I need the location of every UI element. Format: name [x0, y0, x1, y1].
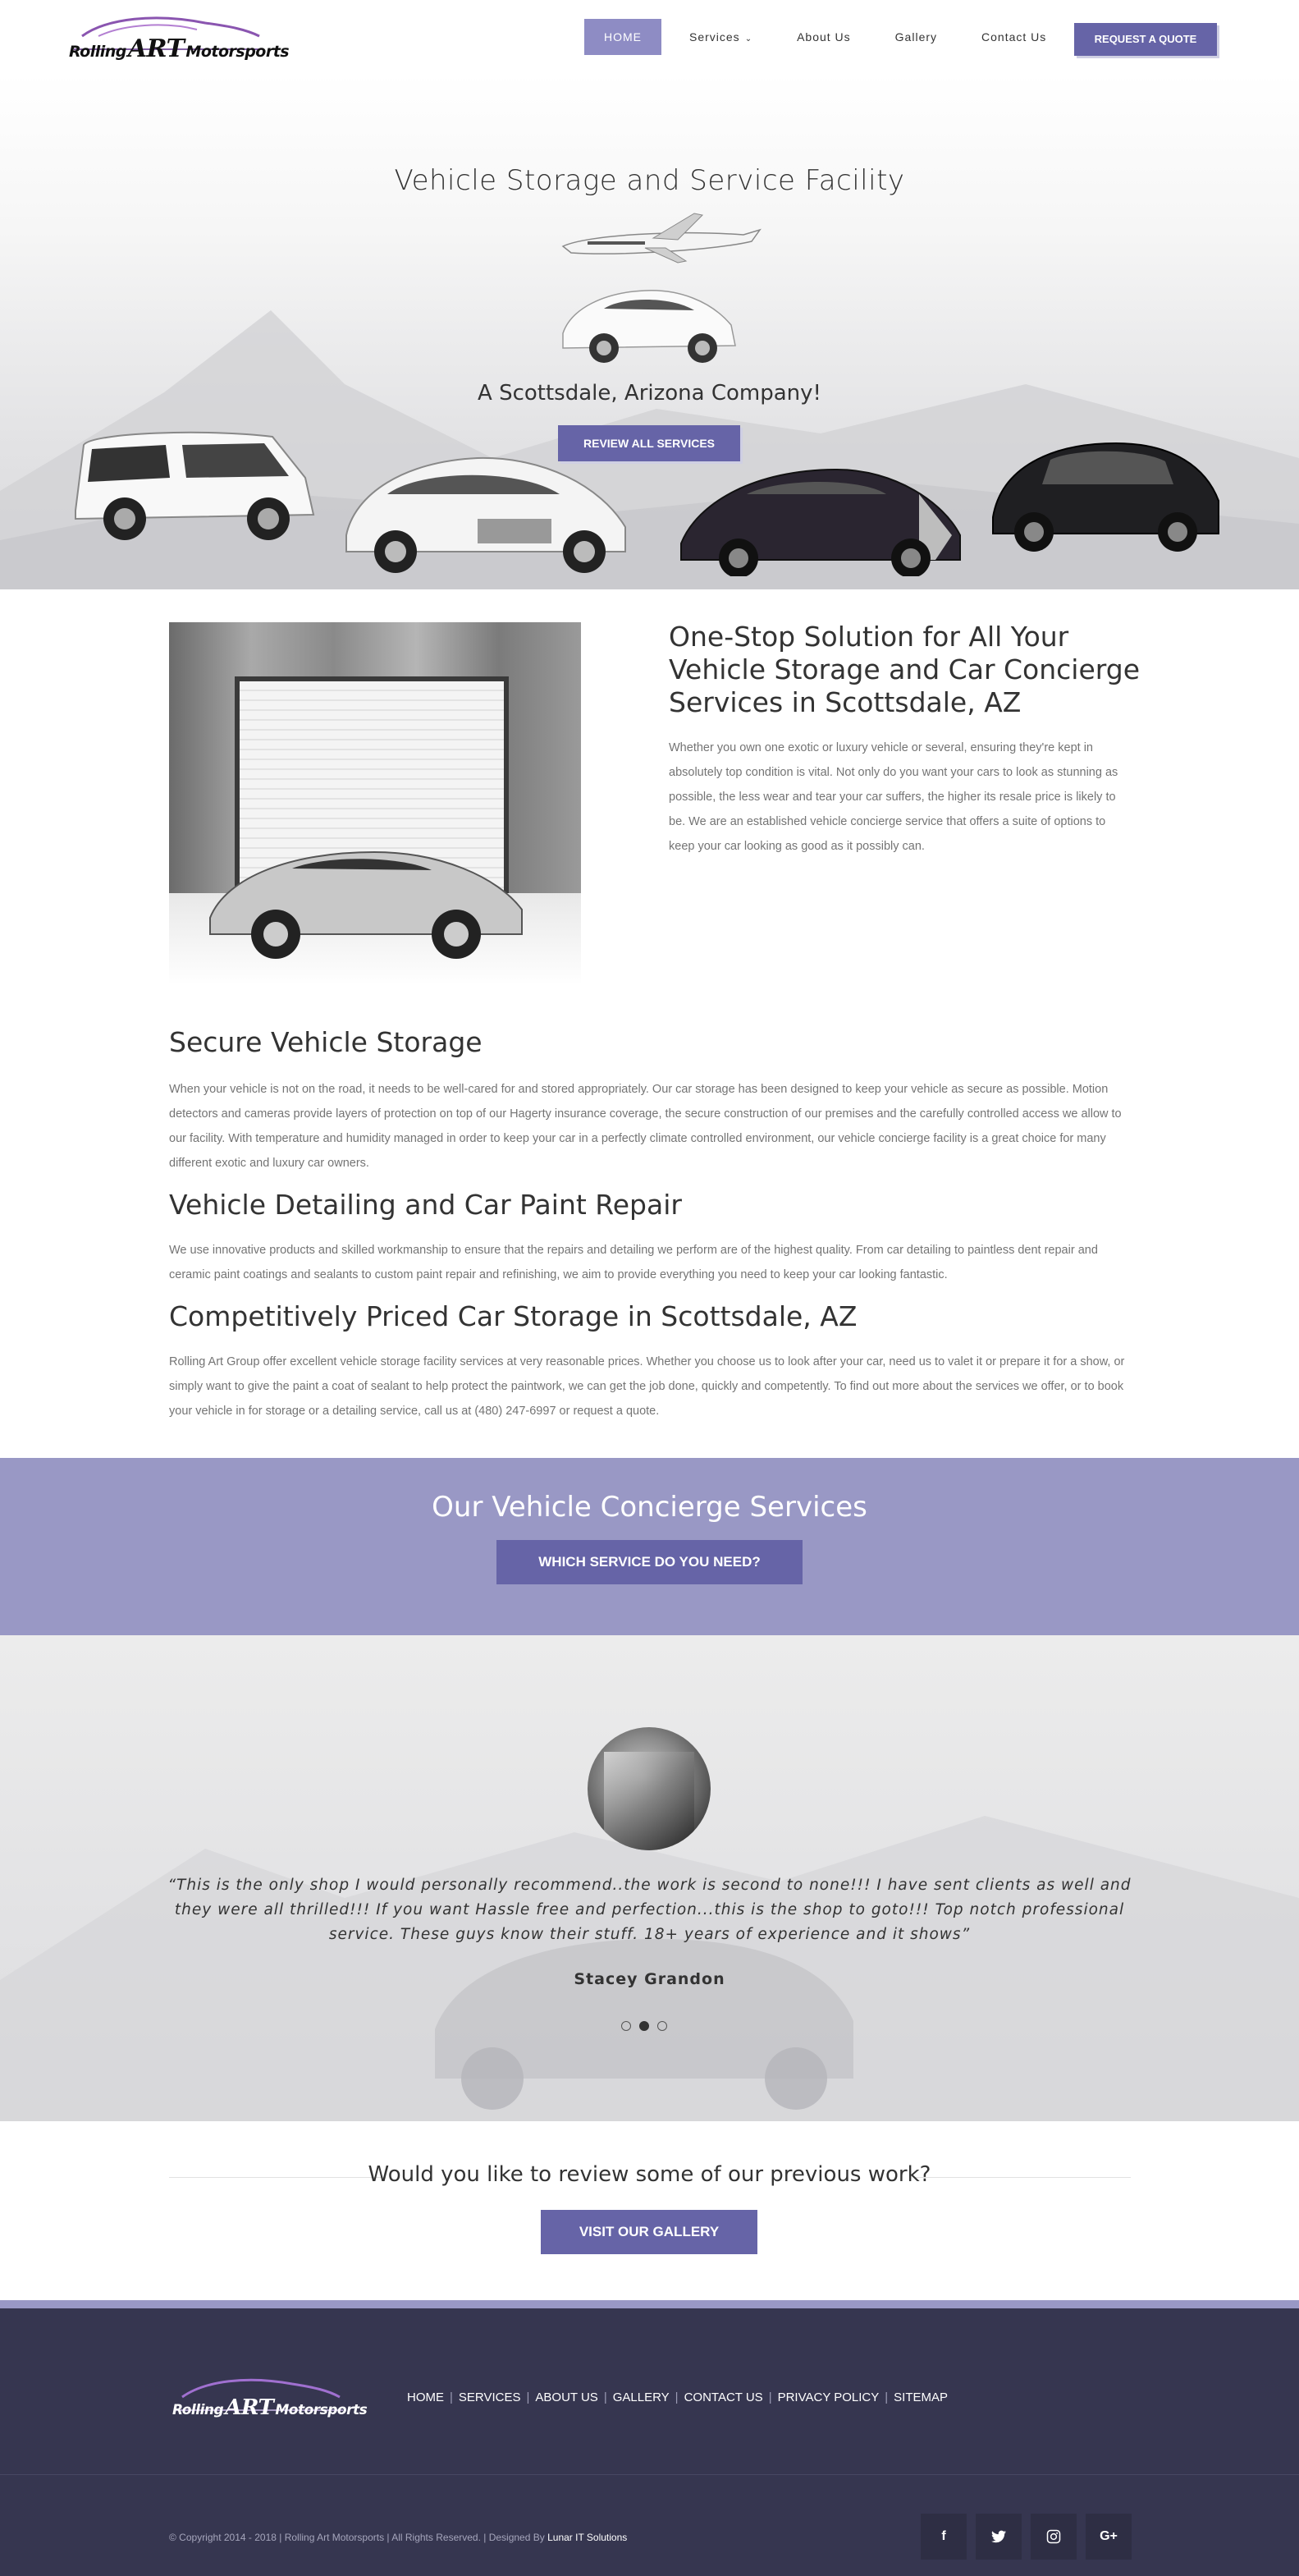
- gallery-cta-title: Would you like to review some of our previous work?: [368, 2162, 931, 2187]
- concierge-title: Our Vehicle Concierge Services: [432, 1491, 867, 1524]
- footer-logo[interactable]: [169, 2374, 368, 2423]
- chevron-down-icon: ⌄: [744, 34, 753, 44]
- section-heading-pricing: Competitively Priced Car Storage in Scottsdale, AZ: [169, 1300, 858, 1332]
- which-service-button[interactable]: WHICH SERVICE DO YOU NEED?: [496, 1540, 803, 1584]
- facebook-icon[interactable]: f: [921, 2514, 967, 2560]
- footer-accent-bar: [0, 2300, 1299, 2308]
- site-header: [0, 0, 1299, 74]
- slider-dot-active[interactable]: [639, 2021, 649, 2031]
- nav-contact-us[interactable]: Contact Us: [981, 30, 1047, 44]
- private-jet-image: [555, 205, 768, 271]
- slider-dot[interactable]: [621, 2021, 631, 2031]
- nav-services-label: Services: [689, 30, 740, 44]
- intro-text: Whether you own one exotic or luxury vehicle or several, ensuring they're kept in absolutely top condition is vital. Not only do you want your cars to look as stunning as possible, the less wear and tear your car suffers, the higher its resale price is likely to be. We are an established vehicle concierge service that offers a suite of options to keep your car looking as good as it possibly can.: [669, 741, 1118, 853]
- black-porsche-suv-image: [985, 419, 1223, 558]
- footer-logo-text: RollingART Motorsports: [172, 2395, 368, 2420]
- customer-avatar: [588, 1727, 711, 1850]
- section-text-detailing: We use innovative products and skilled workmanship to ensure that the repairs and detailing we perform are of the highest quality. From car detailing to paintless dent repair and ceramic paint coatings and sealants to custom paint repair and refinishing, we aim to provide everything you need to keep your car looking fantastic.: [169, 1244, 1098, 1281]
- hero-subtitle: A Scottsdale, Arizona Company!: [478, 381, 821, 406]
- request-quote-button[interactable]: REQUEST A QUOTE: [1074, 23, 1217, 56]
- site-footer: [0, 2308, 1299, 2576]
- footer-link-services[interactable]: SERVICES: [458, 2390, 521, 2404]
- footer-divider: [0, 2474, 1299, 2475]
- instagram-icon[interactable]: [1031, 2514, 1077, 2560]
- concierge-band: [0, 1458, 1299, 1635]
- classic-silver-car: [202, 819, 530, 967]
- nav-services[interactable]: [673, 19, 769, 55]
- garage-car-image: [169, 622, 581, 985]
- footer-link-home[interactable]: HOME: [407, 2390, 444, 2404]
- slider-dot[interactable]: [657, 2021, 667, 2031]
- intro-heading: One-Stop Solution for All Your Vehicle Storage and Car Concierge Services in Scottsdale, AZ: [669, 621, 1141, 718]
- black-sports-car-image: [673, 445, 968, 576]
- twitter-icon[interactable]: [976, 2514, 1022, 2560]
- footer-separator: |: [885, 2390, 889, 2404]
- google-plus-icon[interactable]: G+: [1086, 2514, 1132, 2560]
- footer-link-gallery[interactable]: GALLERY: [612, 2390, 670, 2404]
- footer-link-about-us[interactable]: ABOUT US: [535, 2390, 598, 2404]
- section-heading-detailing: Vehicle Detailing and Car Paint Repair: [169, 1189, 682, 1221]
- testimonial-author: Stacey Grandon: [574, 1970, 725, 1988]
- testimonial-section: [0, 1635, 1299, 2121]
- nav-gallery[interactable]: Gallery: [894, 30, 938, 44]
- copyright-text: [169, 2532, 627, 2543]
- review-services-button[interactable]: REVIEW ALL SERVICES: [558, 425, 740, 461]
- footer-separator: |: [768, 2390, 772, 2404]
- site-logo[interactable]: [66, 11, 290, 63]
- designer-link[interactable]: Lunar IT Solutions: [547, 2532, 628, 2543]
- section-text-pricing: Rolling Art Group offer excellent vehicle storage facility services at very reasonable prices. Whether you choose us to look after your car, need us to valet it or prepare it for a show, or simply want to give the paint a coat of sealant to help protect the paintwork, we can get the job done, quickly and competently. To find out more about the services we offer, or to book your vehicle in for storage or a detailing service, call us at (480) 247-6997 or request a quote.: [169, 1355, 1125, 1418]
- logo-text: RollingART Motorsports: [69, 34, 290, 63]
- section-text-storage: When your vehicle is not on the road, it needs to be well-cared for and stored appropriately. Our car storage has been designed to keep your vehicle as secure as possible. Motion detectors and cameras provide layers of protection on top of our Hagerty insurance coverage, the secure construction of our premises and the carefully controlled access we allow to our facility. With temperature and humidity managed in order to keep your car in a perfectly climate controlled environment, our vehicle concierge facility is a great choice for many different exotic and luxury car owners.: [169, 1083, 1122, 1170]
- hero-title: Vehicle Storage and Service Facility: [394, 164, 905, 197]
- nav-home[interactable]: HOME: [584, 19, 661, 55]
- white-sedan-image: [555, 268, 743, 366]
- footer-separator: |: [675, 2390, 679, 2404]
- testimonial-quote: “This is the only shop I would personally recommend..the work is second to none!!! I have sent clients as well and they were all thrilled!!! If you want Hassle free and perfection...this is the shop to goto!!! Top notch professional service. These guys know their stuff. 18+ years of experience and it shows”: [167, 1877, 1132, 1943]
- footer-separator: |: [450, 2390, 453, 2404]
- copyright-label: © Copyright 2014 - 2018 | Rolling Art Motorsports | All Rights Reserved. | Designed By: [169, 2532, 545, 2543]
- white-luxury-sedan-image: [338, 437, 633, 576]
- white-suv-image: [67, 412, 322, 552]
- footer-separator: |: [603, 2390, 607, 2404]
- main-nav: [584, 19, 1074, 55]
- footer-separator: |: [526, 2390, 530, 2404]
- footer-link-privacy-policy[interactable]: PRIVACY POLICY: [777, 2390, 880, 2404]
- visit-gallery-button[interactable]: VISIT OUR GALLERY: [541, 2210, 757, 2254]
- social-links: [921, 2514, 1132, 2560]
- slider-dots: [621, 2021, 667, 2031]
- footer-nav: [407, 2390, 948, 2404]
- hero-section: [0, 74, 1299, 589]
- section-heading-storage: Secure Vehicle Storage: [169, 1026, 483, 1058]
- footer-link-contact-us[interactable]: CONTACT US: [684, 2390, 763, 2404]
- footer-link-sitemap[interactable]: SITEMAP: [894, 2390, 949, 2404]
- nav-about-us[interactable]: About Us: [797, 30, 851, 44]
